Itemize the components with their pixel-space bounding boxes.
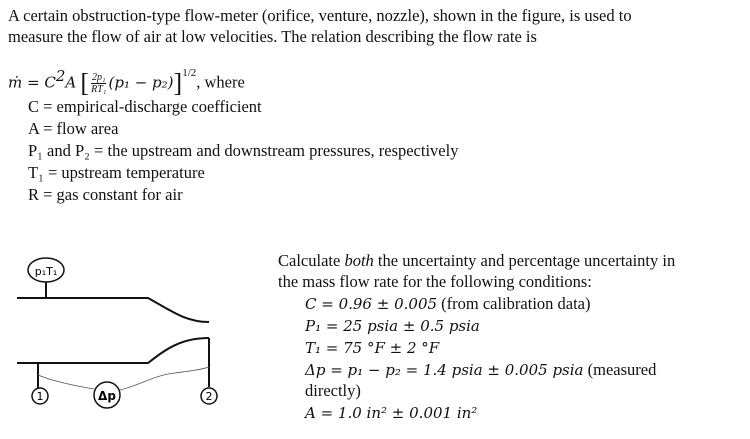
condition-p1 (305, 316, 480, 336)
flow-meter-diagram (0, 0, 260, 439)
task-text: Calculate (278, 251, 345, 270)
condition-a-math: A = 1.0 in² ± 0.001 in² (305, 404, 478, 422)
condition-c-note: (from calibration data) (437, 294, 591, 313)
condition-dp-math: Δp = p₁ − p₂ = 1.4 psia ± 0.005 psia (305, 361, 584, 379)
eq-paren: (p₁ − p₂) (108, 73, 174, 92)
tap-2-label: 2 (205, 390, 213, 403)
flow-rate-equation: ṁ = $C^2A$ [ $\frac{\text{2p₁}}{\text{RT₁}}$ (p₁ − p₂)]$^{1/2}$, where (8, 66, 245, 98)
eq-frac-num: 2p₁ (92, 72, 106, 84)
definition-r: R = gas constant for air (28, 185, 183, 204)
gauge-label: p₁T₁ (34, 265, 58, 278)
definition-a: A = flow area (28, 119, 119, 138)
eq-lhs: ṁ = C (8, 73, 56, 92)
task-line-2: the mass flow rate for the following conditions: (278, 272, 592, 291)
condition-p1-math: P₁ = 25 psia ± 0.5 psia (305, 317, 480, 335)
intro-line-1: A certain obstruction-type flow-meter (orifice, venture, nozzle), shown in the figure, is used to (8, 6, 632, 25)
task-text: the uncertainty and percentage uncertainty in (373, 251, 676, 270)
condition-a (305, 403, 477, 423)
pipe-top-wall (17, 298, 209, 322)
eq-tail: , where (196, 72, 245, 92)
definition-t: T₁ = upstream temperature (28, 163, 205, 182)
task-line-1 (278, 251, 675, 271)
eq-area: A (65, 73, 77, 92)
eq-exponent: 1/2 (182, 66, 197, 79)
dp-manometer-line (38, 367, 209, 390)
tap-1-label: 1 (36, 390, 44, 403)
condition-c-math: C = 0.96 ± 0.005 (305, 295, 438, 313)
pipe-bottom-wall (17, 338, 209, 363)
condition-c (305, 294, 591, 314)
condition-t1 (305, 338, 439, 358)
condition-t1-math: T₁ = 75 °F ± 2 °F (305, 339, 440, 357)
condition-dp-cont: directly) (305, 381, 361, 400)
definition-p: P₁ and P₂ = the upstream and downstream pressures, respectively (28, 141, 459, 160)
definition-c: C = empirical-discharge coefficient (28, 97, 262, 116)
intro-line-2: measure the flow of air at low velocities. The relation describing the flow rate is (8, 27, 537, 46)
eq-frac-den: RT₁ (91, 84, 107, 96)
eq-square: 2 (55, 67, 66, 85)
condition-dp-note: (measured (583, 360, 657, 379)
condition-dp (305, 360, 656, 380)
task-emphasis: both (344, 251, 374, 270)
dp-label: Δp (98, 389, 116, 403)
